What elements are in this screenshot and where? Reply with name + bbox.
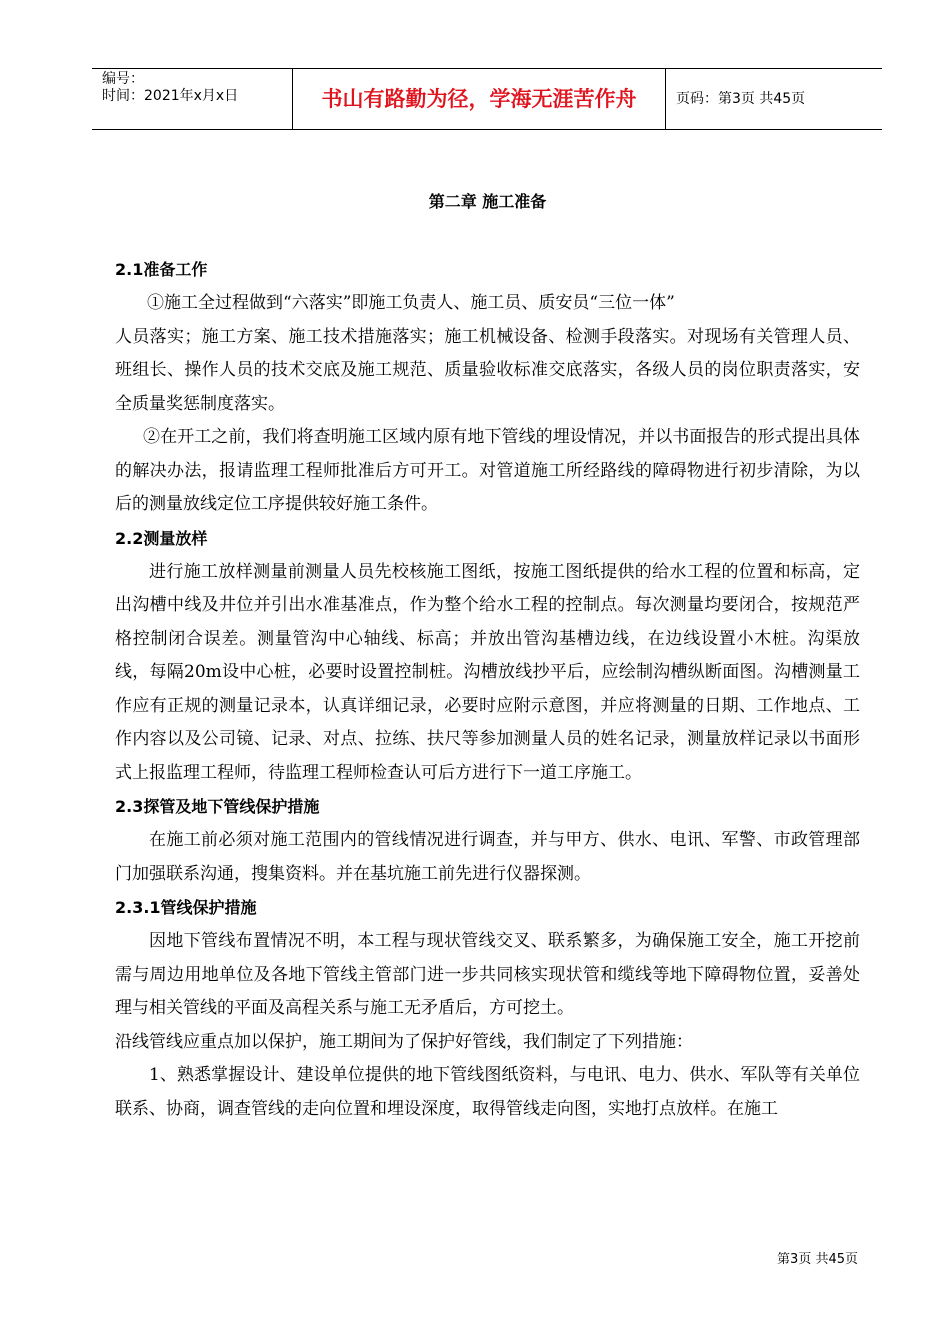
header-motto: 书山有路勤为径，学海无涯苦作舟: [292, 69, 666, 129]
section-2-1-para-2: ②在开工之前，我们将查明施工区域内原有地下管线的埋设情况，并以书面报告的形式提出具体的解决办法，报请监理工程师批准后方可开工。对管道施工所经路线的障碍物进行初步清除，为以后的测量放线定位工序提供较好施工条件。: [115, 427, 860, 514]
section-2-3-1-title: 2.3.1管线保护措施: [115, 898, 257, 917]
header-code-label: 编号：: [102, 71, 144, 87]
section-2-1-title: 2.1准备工作: [115, 260, 208, 279]
section-2-3-title: 2.3探管及地下管线保护措施: [115, 797, 320, 816]
header-page-info: 页码：第3页 共45页: [676, 91, 806, 107]
section-2-1-para-1-rest: 人员落实；施工方案、施工技术措施落实；施工机械设备、检测手段落实。对现场有关管理人员、班组长、操作人员的技术交底及施工规范、质量验收标准交底落实，各级人员的岗位职责落实，安全质量奖惩制度落实。: [115, 326, 860, 414]
header-time-label: 时间：2021年x月x日: [102, 88, 239, 104]
section-2-3-para-1: 在施工前必须对施工范围内的管线情况进行调查，并与甲方、供水、电讯、军警、市政管理部门加强联系沟通，搜集资料。并在基坑施工前先进行仪器探测。: [115, 830, 860, 884]
page-footer: 第3页 共45页: [777, 1252, 858, 1267]
section-2-3-1-para-2: 沿线管线应重点加以保护，施工期间为了保护好管线，我们制定了下列措施：: [115, 1031, 693, 1052]
chapter-title: 第二章 施工准备: [428, 192, 547, 211]
section-2-3-1-para-3: 1、熟悉掌握设计、建设单位提供的地下管线图纸资料，与电讯、电力、供水、军队等有关单位联系、协商，调查管线的走向位置和埋设深度，取得管线走向图，实地打点放样。在施工: [115, 1065, 860, 1119]
section-2-1-para-1-first-line: ①施工全过程做到“六落实”即施工负责人、施工员、质安员“三位一体”: [147, 293, 675, 313]
page-header: [92, 68, 882, 130]
section-2-3-1-para-1: 因地下管线布置情况不明，本工程与现状管线交叉、联系繁多，为确保施工安全，施工开挖前需与周边用地单位及各地下管线主管部门进一步共同核实现状管和缆线等地下障碍物位置，妥善处理与相关管线的平面及高程关系与施工无矛盾后，方可挖土。: [115, 931, 860, 1018]
document-body: [115, 253, 860, 1126]
section-2-2-title: 2.2测量放样: [115, 528, 208, 548]
section-2-2-para-1: 进行施工放样测量前测量人员先校核施工图纸，按施工图纸提供的给水工程的位置和标高，定出沟槽中线及井位并引出水准基准点，作为整个给水工程的控制点。每次测量均要闭合，按规范严格控制闭合误差。测量管沟中心轴线、标高；并放出管沟基槽边线，在边线设置小木桩。沟渠放线，每隔20m设中心桩，必要时设置控制桩。沟槽放线抄平后，应绘制沟槽纵断面图。沟槽测量工作应有正规的测量记录本，认真详细记录，必要时应附示意图，并应将测量的日期、工作地点、工作内容以及公司镜、记录、对点、拉练、扶尺等参加测量人员的姓名记录，测量放样记录以书面形式上报监理工程师，待监理工程师检查认可后方进行下一道工序施工。: [115, 561, 860, 783]
header-meta: [92, 69, 292, 129]
